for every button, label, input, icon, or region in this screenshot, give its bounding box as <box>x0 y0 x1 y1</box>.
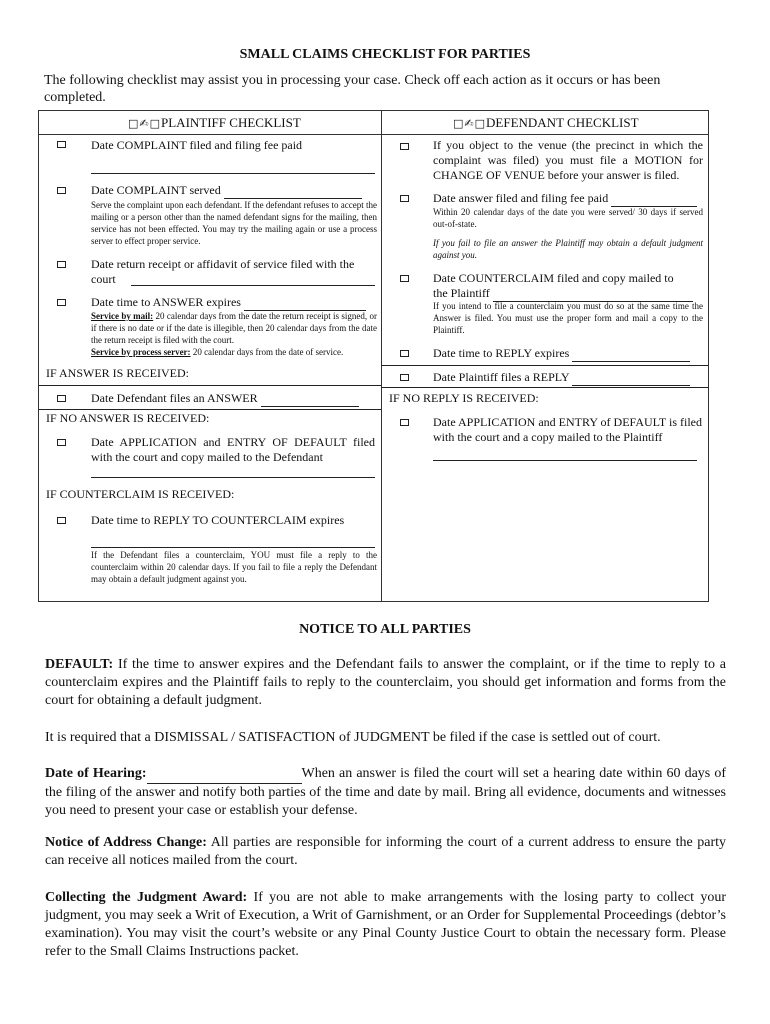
blank-line[interactable] <box>91 477 375 478</box>
plaintiff-item-complaint-filed: Date COMPLAINT filed and filing fee paid <box>91 138 303 152</box>
checkbox-pen-icon: □✍□ <box>128 117 162 130</box>
defendant-item-counterclaim-filed: Date COUNTERCLAIM filed and copy mailed to <box>433 271 674 285</box>
if-counterclaim-heading: IF COUNTERCLAIM IS RECEIVED: <box>46 487 235 501</box>
defendant-checklist-heading: □✍□DEFENDANT CHECKLIST <box>453 115 639 130</box>
plaintiff-item-answer-expires: Date time to ANSWER expires <box>91 295 366 311</box>
checkbox-answer-filed[interactable] <box>400 195 409 202</box>
notice-address-change: Notice of Address Change: All parties are responsible for informing the court of a current address to ensure the party can receive all notices mailed from the court. <box>45 835 727 868</box>
defendant-item-answer-filed: Date answer filed and filing fee paid <box>433 191 697 207</box>
plaintiff-item-reply-to-counterclaim: Date time to REPLY TO COUNTERCLAIM expires <box>91 513 345 527</box>
section-divider <box>39 385 381 386</box>
checkbox-defendant-answer[interactable] <box>57 395 66 402</box>
answer-filed-note: Within 20 calendar days of the date you were served/ 30 days if served out-of-state. <box>433 207 703 229</box>
section-divider <box>381 387 709 388</box>
checkbox-complaint-filed[interactable] <box>57 141 66 148</box>
defendant-item-change-of-venue: If you object to the venue (the precinct in which the complaint was filed) you must file a MOTION for CHANGE OF VENUE before your answer is filed. <box>433 138 703 182</box>
checkbox-counterclaim-filed[interactable] <box>400 275 409 282</box>
page-title: SMALL CLAIMS CHECKLIST FOR PARTIES <box>239 47 531 62</box>
checkbox-complaint-served[interactable] <box>57 187 66 194</box>
intro-text: The following checklist may assist you in processing your case. Check off each action as it occurs or has been completed. <box>44 73 661 105</box>
checkbox-entry-of-default[interactable] <box>57 439 66 446</box>
plaintiff-item-return-receipt: Date return receipt or affidavit of service filed with the court <box>91 257 355 286</box>
blank-line[interactable] <box>244 295 366 311</box>
blank-line[interactable] <box>224 183 362 199</box>
checkbox-answer-expires[interactable] <box>57 299 66 306</box>
plaintiff-item-complaint-served: Date COMPLAINT served <box>91 183 362 199</box>
notice-title: NOTICE TO ALL PARTIES <box>299 622 471 637</box>
notice-dismissal: It is required that a DISMISSAL / SATISFACTION of JUDGMENT be filed if the case is settled out of court. <box>45 730 661 745</box>
if-no-reply-heading: IF NO REPLY IS RECEIVED: <box>389 391 539 405</box>
answer-expires-note: Service by mail: 20 calendar days from the date the return receipt is signed, or if there is no date or if the date is illegible, then 20 calendar days from the date the return receipt is filed with the court. Service by process server: 20 calendar days from the date of service. <box>91 311 377 357</box>
notice-default: DEFAULT: If the time to answer expires and the Defendant fails to answer the complaint, or if the time to reply to a counterclaim expires and the Plaintiff fails to reply to the counterclaim, you should get information and forms from the court for obtaining a default judgment. <box>45 657 726 708</box>
blank-line[interactable] <box>261 391 359 407</box>
blank-line[interactable] <box>91 173 375 174</box>
checkbox-reply-to-counterclaim[interactable] <box>57 517 66 524</box>
defendant-item-plaintiff-reply: Date Plaintiff files a REPLY <box>433 370 690 386</box>
defendant-item-default-filed: Date APPLICATION and ENTRY of DEFAULT is filed with the court and a copy mailed to the Plaintiff <box>433 415 702 444</box>
notice-date-of-hearing: Date of Hearing: When an answer is filed the court will set a hearing date within 60 days of the filing of the answer and notify both parties of the time and date by mail. Bring all evidence, documents and witnesses you need to present your case or establish your defense. <box>45 766 726 818</box>
if-no-answer-heading: IF NO ANSWER IS RECEIVED: <box>46 411 210 425</box>
plaintiff-item-entry-of-default: Date APPLICATION and ENTRY OF DEFAULT filed with the court and copy mailed to the Defendant <box>91 435 375 464</box>
checkbox-default-filed[interactable] <box>400 419 409 426</box>
checkbox-change-of-venue[interactable] <box>400 143 409 150</box>
checkbox-pen-icon: □✍□ <box>453 117 487 130</box>
answer-default-warning: If you fail to file an answer the Plaintiff may obtain a default judgment against you. <box>433 238 703 260</box>
header-divider <box>39 134 708 135</box>
if-answer-received-heading: IF ANSWER IS RECEIVED: <box>46 366 190 380</box>
counterclaim-note: If the Defendant files a counterclaim, YOU must file a reply to the counterclaim within 20 calendar days. If you fail to file a reply the Defendant may obtain a default judgment against you. <box>91 550 377 584</box>
counterclaim-filed-note: If you intend to file a counterclaim you must do so at the same time the Answer is filed. You must use the proper form and mail a copy to the Plaintiff. <box>433 301 703 335</box>
defendant-item-reply-expires: Date time to REPLY expires <box>433 346 690 362</box>
blank-line[interactable] <box>611 191 697 207</box>
section-divider <box>39 409 381 410</box>
blank-line[interactable] <box>91 547 375 548</box>
checklist-table <box>38 110 709 602</box>
complaint-served-note: Serve the complaint upon each defendant. If the defendant refuses to accept the mailing or a person other than the named defendant signs for the mailing, then service has not been effected. You may try the mailing again or use a process server to effect proper service. <box>91 200 377 246</box>
checkbox-reply-expires[interactable] <box>400 350 409 357</box>
hearing-date-blank[interactable] <box>147 765 302 784</box>
blank-line[interactable] <box>572 370 690 386</box>
column-divider <box>381 111 382 601</box>
blank-line[interactable] <box>433 460 697 461</box>
blank-line[interactable] <box>572 346 690 362</box>
plaintiff-checklist-heading: □✍□PLAINTIFF CHECKLIST <box>128 115 301 130</box>
blank-line[interactable] <box>131 285 375 286</box>
section-divider <box>381 365 709 366</box>
checkbox-plaintiff-reply[interactable] <box>400 374 409 381</box>
plaintiff-item-defendant-answer: Date Defendant files an ANSWER <box>91 391 359 407</box>
checkbox-return-receipt[interactable] <box>57 261 66 268</box>
defendant-item-counterclaim-plaintiff: the Plaintiff <box>433 286 693 302</box>
notice-collecting-judgment: Collecting the Judgment Award: If you are not able to make arrangements with the losing party to collect your judgment, you may seek a Writ of Execution, a Writ of Garnishment, or an Order for Supplemental Proceedings (debtor’s examination). You may visit the court’s website or any Pinal County Justice Court to obtain the necessary form. Please refer to the Small Claims Instructions packet. <box>45 890 726 959</box>
